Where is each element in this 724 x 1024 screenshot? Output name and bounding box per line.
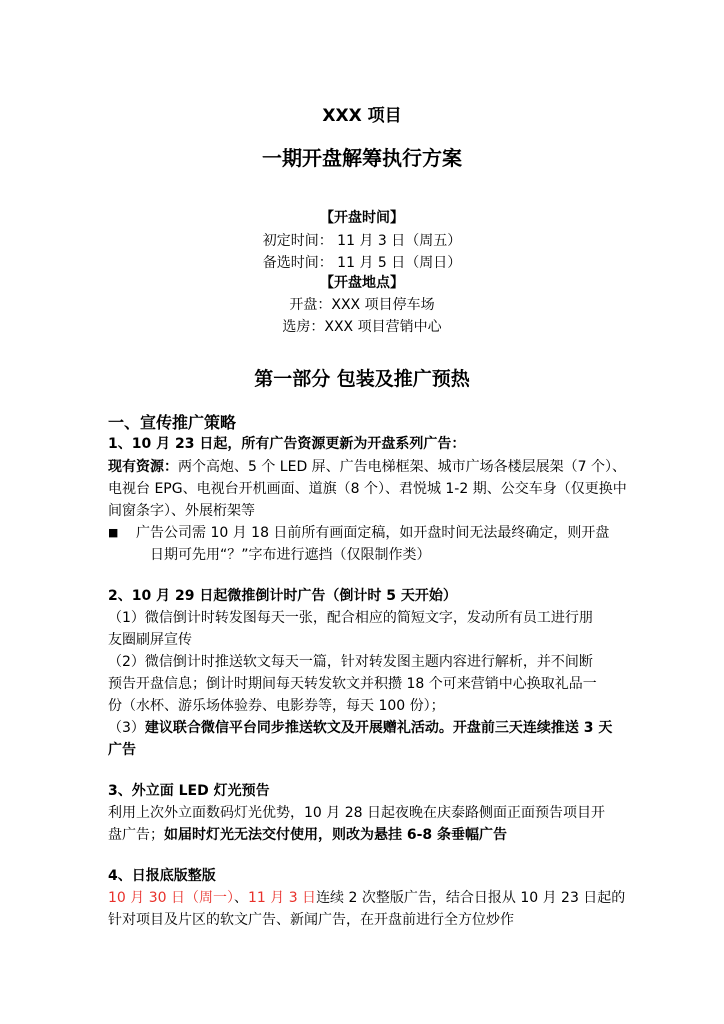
section4-separator: 、 [233, 890, 248, 906]
project-title: XXX 项目 [322, 106, 402, 126]
section3-title: 3、外立面 LED 灯光预告 [108, 783, 270, 799]
resources-text-1: 两个高炮、5 个 LED 屏、广告电梯框架、城市广场各楼层展架（7 个）、 [178, 459, 627, 475]
resources-line-3: 间窗条字）、外展桁架等 [108, 503, 255, 519]
section1-title: 1、10 月 23 日起，所有广告资源更新为开盘系列广告： [108, 436, 466, 452]
initial-date: 初定时间： 11 月 3 日（周五） [262, 233, 462, 249]
section3-line-2-bold: 如届时灯光无法交付使用，则改为悬挂 6-8 条垂幅广告 [164, 827, 508, 843]
section2-p2-line-2: 预告开盘信息；倒计时期间每天转发软文并积攒 18 个可来营销中心换取礼品一 [108, 676, 597, 692]
section4-line-2: 针对项目及片区的软文广告、新闻广告，在开盘前进行全方位炒作 [108, 912, 514, 928]
section2-p3-text: 建议联合微信平台同步推送软文及开展赠礼活动。开盘前三天连续推送 3 天 [144, 720, 613, 736]
resources-line-2: 电视台 EPG、电视台开机画面、道旗（8 个）、君悦城 1-2 期、公交车身（仅更换中 [108, 481, 627, 497]
section4-red-date-2: 11 月 3 日 [247, 890, 317, 906]
section2-p2-line-3: 份（水杯、游乐场体验券、电影券等，每天 100 份）； [108, 698, 445, 714]
section4-line-1-rest: 连续 2 次整版广告，结合日报从 10 月 23 日起的 [316, 890, 626, 906]
section3-line-2-normal: 盘广告； [108, 827, 164, 843]
section2-p2-line-1: （2）微信倒计时推送软文每天一篇，针对转发图主题内容进行解析，并不间断 [108, 654, 593, 670]
opening-time-header: 【开盘时间】 [320, 210, 404, 226]
strategy-heading: 一、宣传推广策略 [108, 413, 237, 432]
square-bullet-icon: ■ [108, 526, 119, 539]
bullet-line-1: 广告公司需 10 月 18 日前所有画面定稿，如开盘时间无法最终确定，则开盘 [136, 525, 610, 541]
section4-red-date-1: 10 月 30 日（周一） [108, 890, 234, 906]
section3-line-1: 利用上次外立面数码灯光优势，10 月 28 日起夜晚在庆泰路侧面正面预告项目开 [108, 805, 605, 821]
section2-p3-prefix: （3） [108, 720, 145, 736]
section4-title: 4、日报底版整版 [108, 868, 216, 884]
section3-line-2 [108, 824, 507, 847]
selection-place: 选房：XXX 项目营销中心 [282, 319, 442, 335]
bullet-line-2: 日期可先用“？”字布进行遮挡（仅限制作类） [150, 547, 431, 563]
plan-title: 一期开盘解筹执行方案 [262, 146, 462, 170]
section2-p3-line-2: 广告 [108, 742, 136, 758]
section2-p1-line-2: 友圈刷屏宣传 [108, 632, 192, 648]
opening-place-header: 【开盘地点】 [320, 275, 404, 291]
section2-title: 2、10 月 29 日起微推倒计时广告（倒计时 5 天开始） [108, 588, 457, 604]
part1-heading: 第一部分 包装及推广预热 [254, 368, 470, 390]
resources-line-1 [108, 456, 626, 479]
section2-p1-line-1: （1）微信倒计时转发图每天一张，配合相应的简短文字，发动所有员工进行朋 [108, 610, 593, 626]
resources-label: 现有资源： [108, 459, 178, 475]
section4-line-1 [108, 887, 625, 910]
section2-p3-line-1 [108, 717, 612, 740]
backup-date: 备选时间： 11 月 5 日（周日） [262, 255, 462, 271]
opening-place: 开盘：XXX 项目停车场 [289, 297, 435, 313]
